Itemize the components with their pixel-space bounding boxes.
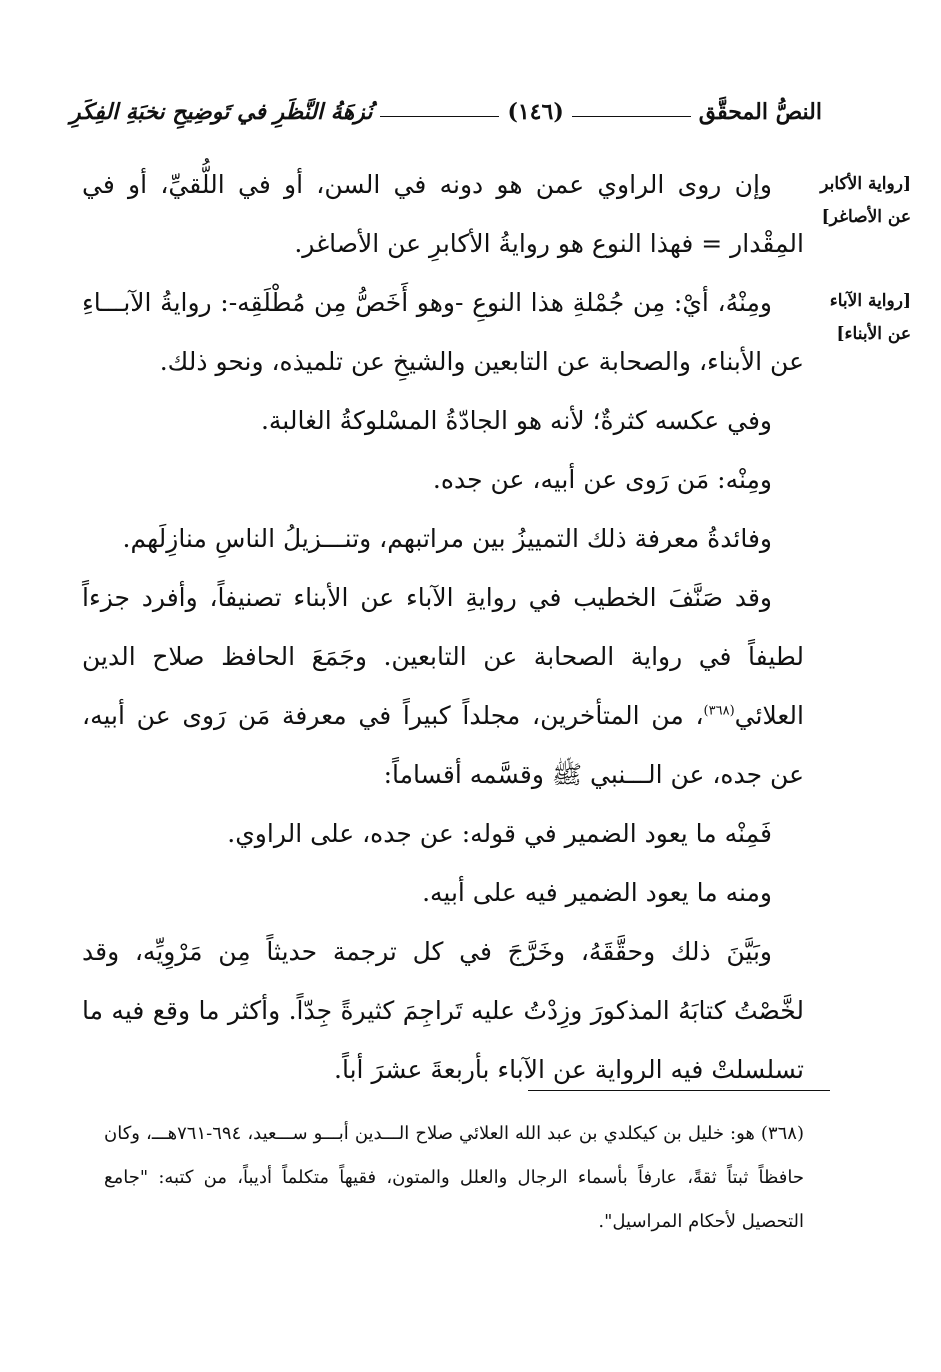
running-head-book-title: نُزهَةُ النَّظَرِ في تَوضِيحِ نخبَةِ الفِكَرِ [70, 99, 373, 125]
footnote [104, 1112, 804, 1244]
main-text [82, 155, 804, 1099]
paragraph-with-footnote [82, 568, 804, 804]
paragraph: وفي عكسه كثرةٌ؛ لأنه هو الجادّةُ المسْلوكةُ الغالبة. [260, 406, 772, 435]
footnote-reference: (٣٦٨) [703, 703, 735, 719]
margin-note-elders: [رواية الأكابر عن الأصاغر] [820, 174, 911, 227]
page-number: (١٤٦) [507, 99, 564, 125]
page-header [70, 92, 822, 132]
paragraph: وبَيَّنَ ذلك وحقَّقَهُ، وخَرَّجَ في كل ترجمة حديثاً مِن مَرْوِيِّه، وقد لخَّصْتُ كتابَهُ المذكورَ وزِدْتُ عليه تَراجِمَ كثيرةً جِدّاً. وأكثر ما وقع فيه ما تسلسلتْ فيه الرواية عن الآباء بأربعةَ عشرَ أباً. [82, 937, 804, 1084]
paragraph: وإن روى الراوي عمن هو دونه في السن، أو في اللُّقيِّ، أو في المِقْدار = فهذا النوع هو روايةُ الأكابرِ عن الأصاغر. [82, 170, 804, 258]
header-rule-right [572, 116, 691, 117]
paragraph-part: ، من المتأخرين، مجلداً كبيراً في معرفة مَن رَوى عن أبيه، عن جده، عن الـــنبي ﷺ وقسَّمه أقساماً: [82, 701, 804, 789]
margin-note-fathers: [رواية الآباء عن الأبناء] [829, 291, 911, 344]
footnote-separator [528, 1090, 830, 1091]
paragraph-part: وقد صَنَّفَ الخطيب في روايةِ الآباء عن الأبناء تصنيفاً، وأفرد جزءاً لطيفاً في رواية الصحابة عن التابعين. وجَمَعَ الحافظ صلاح الدين العلائي [82, 583, 804, 730]
header-rule-left [380, 116, 499, 117]
running-head-section: النصُّ المحقَّق [698, 99, 822, 125]
footnote-text: (٣٦٨) هو: خليل بن كيكلدي بن عبد الله العلائي صلاح الـــدين أبـــو ســـعيد، ٦٩٤-٧٦١هـــ، وكان حافظاً ثبتاً ثقةً، عارفاً بأسماء الرجال والعلل والمتون، فقيهاً متكلماً أديباً، من كتبه: "جامع التحصيل لأحكام المراسيل". [104, 1123, 804, 1232]
paragraph: ومِنْه: مَن رَوى عن أبيه، عن جده. [432, 465, 772, 494]
paragraph: ومنه ما يعود الضمير فيه على أبيه. [422, 878, 772, 907]
paragraph: وفائدةُ معرفة ذلك التمييزُ بين مراتبهم، وتنـــزيلُ الناسِ منازِلَهم. [122, 524, 772, 553]
paragraph: فَمِنْه ما يعود الضمير في قوله: عن جده، على الراوي. [227, 819, 772, 848]
paragraph: ومِنْهُ، أيْ: مِن جُمْلةِ هذا النوعِ -وهو أَخَصُّ مِن مُطْلَقِه-: روايةُ الآبـــاءِ عن الأبناء، والصحابة عن التابعين والشيخِ عن تلميذه، ونحو ذلك. [82, 288, 804, 376]
